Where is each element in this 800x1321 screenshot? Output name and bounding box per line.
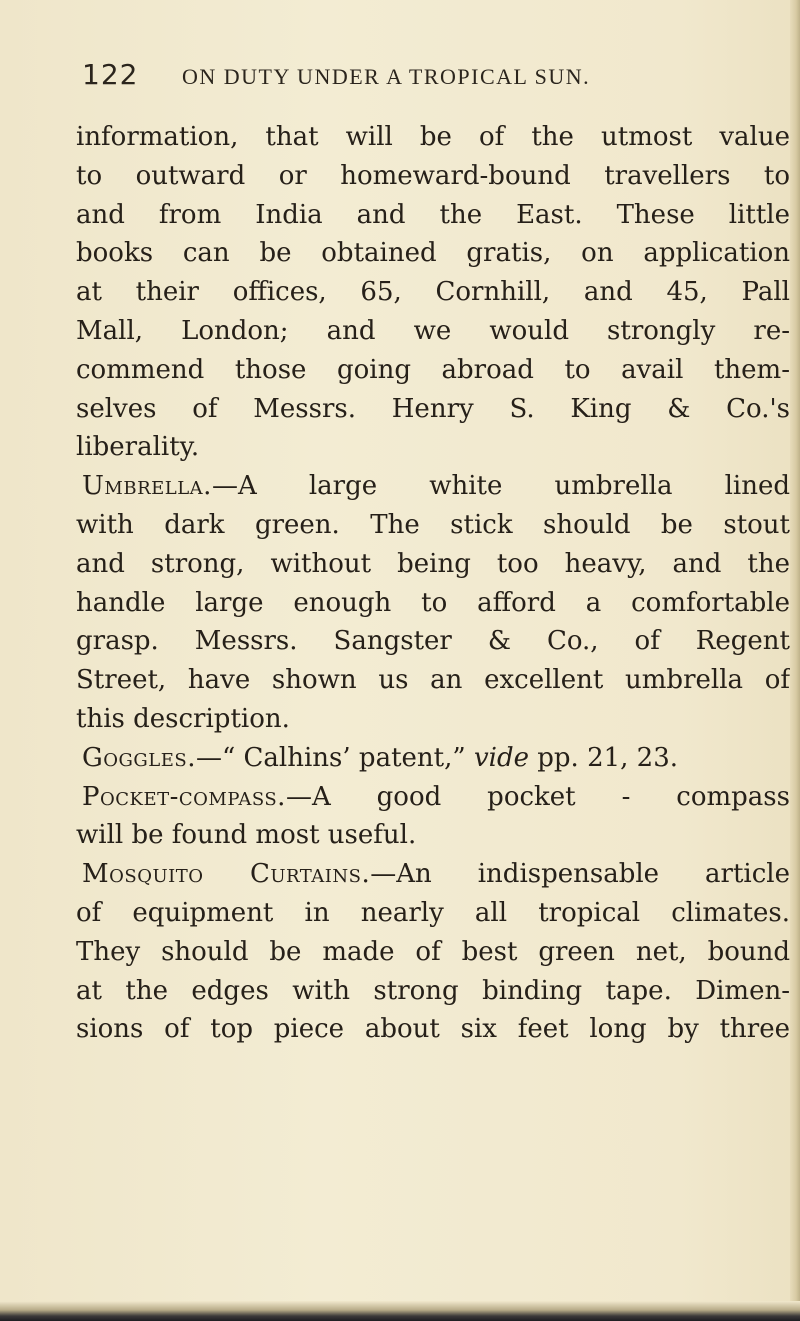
umbrella-heading: Umbrella. (82, 471, 212, 502)
text-line: at the edges with strong binding tape. Dimen- (76, 975, 790, 1006)
text-line: sions of top piece about six feet long by three (76, 1014, 790, 1045)
goggles-heading: Goggles. (82, 742, 196, 773)
text-line: with dark green. The stick should be stout (76, 509, 790, 540)
text-line: They should be made of best green net, bound (76, 936, 790, 967)
running-head: ON DUTY UNDER A TROPICAL SUN. (182, 64, 591, 89)
text-line: this description. (76, 703, 290, 734)
goggles-pages: pp. 21, 23. (528, 742, 679, 773)
pocket-compass-heading: Pocket-compass. (82, 781, 286, 812)
text-line: of equipment in nearly all tropical climates. (76, 897, 790, 928)
page-edge-shadow (790, 0, 800, 1321)
text-line: at their offices, 65, Cornhill, and 45, Pall (76, 277, 790, 308)
mosquito-curtains-heading: Mosquito Curtains. (82, 859, 371, 890)
text-line: will be found most useful. (76, 820, 417, 851)
goggles-text: —“ Calhins’ patent,” (195, 742, 474, 773)
pocket-compass-entry-line (76, 778, 790, 817)
umbrella-first-line: —A large white umbrella lined (211, 471, 790, 502)
vide-reference: vide (473, 742, 529, 773)
page-header (82, 58, 682, 98)
text-line: Mall, London; and we would strongly re- (76, 315, 790, 346)
text-line: liberality. (76, 432, 200, 463)
text-line: grasp. Messrs. Sangster & Co., of Regent (76, 626, 790, 657)
text-line: commend those going abroad to avail them- (76, 354, 790, 385)
umbrella-entry-line (76, 467, 790, 506)
goggles-entry-line (76, 739, 790, 778)
bottom-edge-shadow (0, 1301, 800, 1321)
text-line: books can be obtained gratis, on application (76, 238, 790, 269)
text-line: information, that will be of the utmost value (76, 122, 790, 152)
text-line: and from India and the East. These little (76, 199, 790, 230)
text-line: and strong, without being too heavy, and the (76, 548, 790, 579)
text-line: Street, have shown us an excellent umbrella of (76, 665, 790, 696)
page-number: 122 (82, 58, 139, 91)
mosquito-curtains-entry-line (76, 855, 790, 894)
pocket-compass-first-line: —A good pocket - compass (285, 781, 790, 812)
text-line: selves of Messrs. Henry S. King & Co.'s (76, 393, 790, 424)
text-line: handle large enough to afford a comfortable (76, 587, 790, 618)
mosquito-curtains-first-line: —An indispensable article (370, 859, 790, 890)
text-line: to outward or homeward-bound travellers to (76, 160, 790, 191)
body-text (76, 118, 790, 1049)
